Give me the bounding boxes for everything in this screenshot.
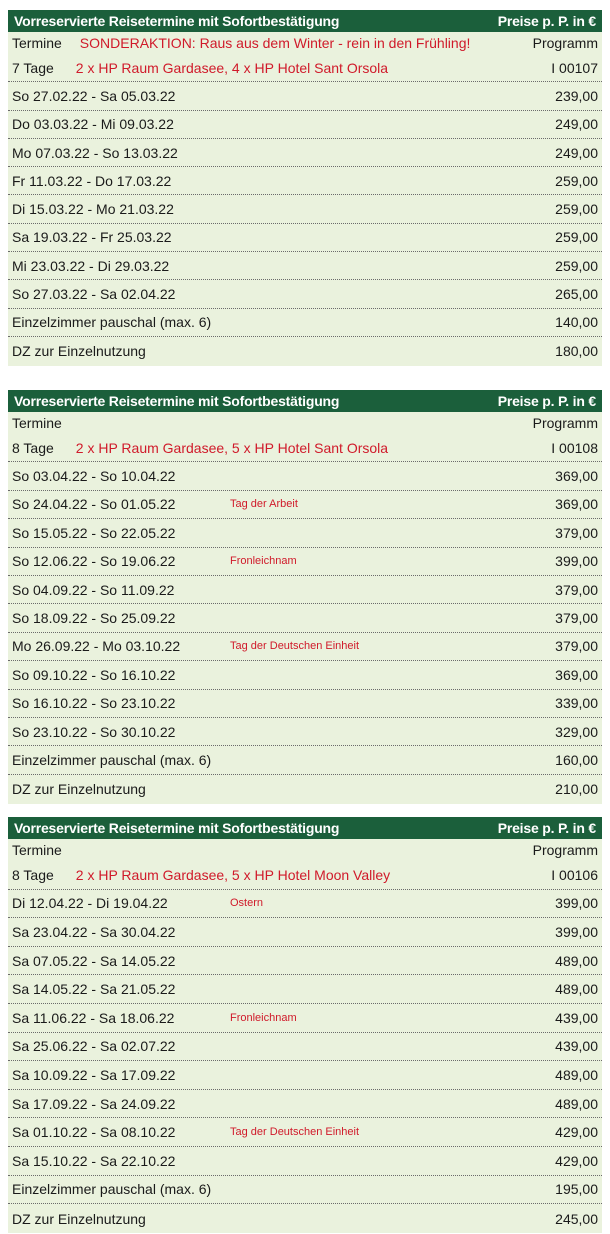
holiday-note: Tag der Deutschen Einheit — [230, 1126, 360, 1139]
date-range: Mi 23.03.22 - Di 29.03.22 — [12, 257, 170, 274]
column-termine — [12, 842, 62, 858]
date-row — [8, 947, 602, 976]
date-range: Sa 01.10.22 - Sa 08.10.22 — [12, 1124, 176, 1141]
price: 259,00 — [555, 172, 598, 189]
single-room-label: Einzelzimmer pauschal (max. 6) — [12, 1181, 212, 1198]
package-row — [8, 54, 602, 82]
date-range: So 27.03.22 - Sa 02.04.22 — [12, 286, 176, 303]
price: 369,00 — [555, 468, 598, 485]
date-row — [8, 661, 602, 689]
duration: 8 Tage — [12, 439, 54, 456]
column-headers — [8, 839, 602, 861]
date-range: Sa 19.03.22 - Fr 25.03.22 — [12, 229, 172, 246]
header-title: Vorreservierte Reisetermine mit Sofortbestätigung — [14, 13, 340, 29]
price: 369,00 — [555, 666, 598, 683]
date-range: So 03.04.22 - So 10.04.22 — [12, 468, 176, 485]
date-row — [8, 548, 602, 576]
date-range: Do 03.03.22 - Mi 09.03.22 — [12, 116, 174, 133]
price: 265,00 — [555, 286, 598, 303]
price: 399,00 — [555, 553, 598, 570]
price: 489,00 — [555, 981, 598, 998]
date-range: So 04.09.22 - So 11.09.22 — [12, 581, 175, 598]
price-table — [8, 390, 602, 804]
program-code: I 00108 — [551, 439, 598, 456]
package-description: 2 x HP Raum Gardasee, 5 x HP Hotel Moon Valley — [75, 866, 391, 883]
date-row — [8, 604, 602, 632]
date-row — [8, 1004, 602, 1033]
header-price-note: Preise p. P. in € — [497, 393, 596, 409]
date-row — [8, 252, 602, 280]
price: 489,00 — [555, 1095, 598, 1112]
table-header — [8, 10, 602, 32]
date-range: So 12.06.22 - So 19.06.22 — [12, 553, 176, 570]
price: 339,00 — [555, 695, 598, 712]
price: 239,00 — [555, 87, 598, 104]
date-row — [8, 111, 602, 139]
date-range: So 27.02.22 - Sa 05.03.22 — [12, 87, 176, 104]
date-row — [8, 975, 602, 1004]
single-room-row — [8, 1176, 602, 1205]
single-room-row — [8, 746, 602, 774]
date-row — [8, 280, 602, 308]
package-description: 2 x HP Raum Gardasee, 5 x HP Hotel Sant Orsola — [75, 439, 389, 456]
package-description: 2 x HP Raum Gardasee, 4 x HP Hotel Sant Orsola — [75, 59, 389, 76]
date-row — [8, 462, 602, 490]
date-row — [8, 167, 602, 195]
column-programm: Programm — [532, 842, 598, 858]
date-row — [8, 633, 602, 661]
column-termine — [12, 415, 62, 431]
price: 249,00 — [555, 116, 598, 133]
header-price-note: Preise p. P. in € — [497, 13, 596, 29]
price: 379,00 — [555, 638, 598, 655]
termine-label: Termine — [12, 35, 62, 51]
date-range: Sa 17.09.22 - Sa 24.09.22 — [12, 1095, 176, 1112]
package-info — [12, 867, 390, 883]
date-row — [8, 224, 602, 252]
price: 259,00 — [555, 201, 598, 218]
price: 399,00 — [555, 923, 598, 940]
date-range: Di 15.03.22 - Mo 21.03.22 — [12, 201, 174, 218]
date-row — [8, 1061, 602, 1090]
date-row — [8, 139, 602, 167]
date-row — [8, 1033, 602, 1062]
header-title: Vorreservierte Reisetermine mit Sofortbestätigung — [14, 820, 340, 836]
column-headers — [8, 412, 602, 434]
date-range: Di 12.04.22 - Di 19.04.22 — [12, 895, 168, 912]
column-programm: Programm — [532, 35, 598, 51]
single-room-row — [8, 309, 602, 337]
holiday-note: Ostern — [230, 897, 264, 910]
dz-label: DZ zur Einzelnutzung — [12, 343, 146, 360]
single-room-price: 195,00 — [555, 1181, 598, 1198]
date-range: Sa 11.06.22 - Sa 18.06.22 — [12, 1009, 175, 1026]
price: 429,00 — [555, 1152, 598, 1169]
date-range: So 09.10.22 - So 16.10.22 — [12, 666, 176, 683]
price: 259,00 — [555, 257, 598, 274]
holiday-note: Tag der Deutschen Einheit — [230, 640, 360, 653]
date-range: Sa 25.06.22 - Sa 02.07.22 — [12, 1038, 176, 1055]
holiday-note: Fronleichnam — [230, 1011, 297, 1024]
promo-text: SONDERAKTION: Raus aus dem Winter - rein in den Frühling! — [79, 35, 471, 51]
dz-row — [8, 775, 602, 804]
column-headers — [8, 32, 602, 54]
date-range: Sa 07.05.22 - Sa 14.05.22 — [12, 952, 176, 969]
date-range: Sa 10.09.22 - Sa 17.09.22 — [12, 1066, 176, 1083]
dz-label: DZ zur Einzelnutzung — [12, 781, 146, 798]
price: 489,00 — [555, 1066, 598, 1083]
price: 429,00 — [555, 1124, 598, 1141]
date-row — [8, 1118, 602, 1147]
date-row — [8, 195, 602, 223]
date-range: Sa 23.04.22 - Sa 30.04.22 — [12, 923, 176, 940]
single-room-price: 140,00 — [555, 314, 598, 331]
price: 379,00 — [555, 524, 598, 541]
price: 399,00 — [555, 895, 598, 912]
termine-label: Termine — [12, 415, 62, 431]
date-range: Mo 26.09.22 - Mo 03.10.22 — [12, 638, 181, 655]
date-row — [8, 1090, 602, 1119]
date-range: So 15.05.22 - So 22.05.22 — [12, 524, 176, 541]
date-row — [8, 576, 602, 604]
package-info — [12, 440, 388, 456]
column-termine — [12, 35, 470, 51]
package-row — [8, 861, 602, 890]
dz-row — [8, 1204, 602, 1233]
header-title: Vorreservierte Reisetermine mit Sofortbestätigung — [14, 393, 340, 409]
date-row — [8, 718, 602, 746]
price: 259,00 — [555, 229, 598, 246]
header-price-note: Preise p. P. in € — [497, 820, 596, 836]
price: 369,00 — [555, 496, 598, 513]
price-table — [8, 817, 602, 1233]
date-range: So 23.10.22 - So 30.10.22 — [12, 723, 176, 740]
table-header — [8, 390, 602, 412]
price: 249,00 — [555, 144, 598, 161]
date-row — [8, 890, 602, 919]
dz-label: DZ zur Einzelnutzung — [12, 1210, 146, 1227]
dz-price: 245,00 — [555, 1210, 598, 1227]
termine-label: Termine — [12, 842, 62, 858]
table-header — [8, 817, 602, 839]
duration: 8 Tage — [12, 866, 54, 883]
holiday-note: Fronleichnam — [230, 555, 297, 568]
date-range: So 24.04.22 - So 01.05.22 — [12, 496, 176, 513]
date-range: Fr 11.03.22 - Do 17.03.22 — [12, 172, 172, 189]
price: 379,00 — [555, 581, 598, 598]
program-code: I 00106 — [551, 866, 598, 883]
holiday-note: Tag der Arbeit — [230, 498, 298, 511]
price: 439,00 — [555, 1038, 598, 1055]
price: 329,00 — [555, 723, 598, 740]
date-row — [8, 491, 602, 519]
date-range: So 16.10.22 - So 23.10.22 — [12, 695, 176, 712]
date-row — [8, 918, 602, 947]
column-programm: Programm — [532, 415, 598, 431]
dz-price: 210,00 — [555, 781, 598, 798]
program-code: I 00107 — [551, 59, 598, 76]
date-row — [8, 519, 602, 547]
package-row — [8, 434, 602, 462]
price: 379,00 — [555, 610, 598, 627]
price: 439,00 — [555, 1009, 598, 1026]
date-row — [8, 690, 602, 718]
dz-price: 180,00 — [555, 343, 598, 360]
date-range: Mo 07.03.22 - So 13.03.22 — [12, 144, 178, 161]
single-room-price: 160,00 — [555, 751, 598, 768]
duration: 7 Tage — [12, 59, 54, 76]
date-row — [8, 82, 602, 110]
date-range: Sa 15.10.22 - Sa 22.10.22 — [12, 1152, 176, 1169]
single-room-label: Einzelzimmer pauschal (max. 6) — [12, 751, 212, 768]
date-range: Sa 14.05.22 - Sa 21.05.22 — [12, 981, 176, 998]
price-table — [8, 10, 602, 366]
single-room-label: Einzelzimmer pauschal (max. 6) — [12, 314, 212, 331]
date-row — [8, 1147, 602, 1176]
package-info — [12, 60, 388, 76]
dz-row — [8, 337, 602, 366]
date-range: So 18.09.22 - So 25.09.22 — [12, 610, 176, 627]
price: 489,00 — [555, 952, 598, 969]
